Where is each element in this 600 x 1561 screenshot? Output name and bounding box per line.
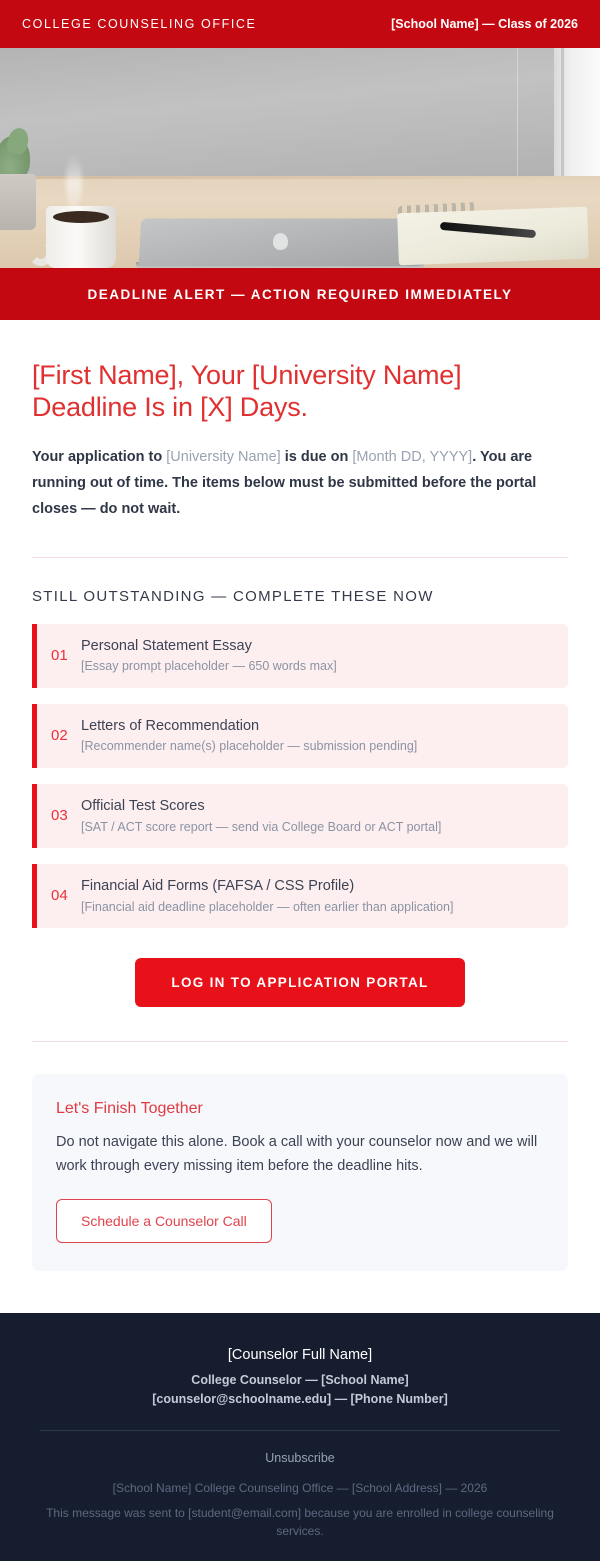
deadline-alert-text: DEADLINE ALERT — ACTION REQUIRED IMMEDIATELY — [87, 286, 513, 302]
footer-address: [School Name] College Counseling Office — [School Address] — 2026 — [112, 1481, 488, 1496]
university-placeholder: [University Name] — [166, 449, 281, 466]
list-item[interactable] — [32, 784, 568, 848]
list-item[interactable] — [32, 624, 568, 688]
item-number: 01 — [51, 647, 68, 665]
item-title: Letters of Recommendation — [81, 717, 260, 734]
footer-disclaimer: This message was sent to [student@email.com] because you are enrolled in college counseling services. — [46, 1505, 554, 1539]
counselor-name: [Counselor Full Name] — [227, 1346, 373, 1363]
item-number: 03 — [51, 807, 68, 825]
divider-top — [32, 557, 568, 558]
wall-background — [0, 48, 600, 184]
notepad-icon — [397, 207, 589, 266]
cta-container — [32, 958, 568, 1007]
login-portal-button[interactable]: LOG IN TO APPLICATION PORTAL — [135, 958, 464, 1007]
item-body — [81, 637, 552, 675]
item-subtitle: [Financial aid deadline placeholder — often earlier than application] — [81, 899, 454, 914]
card-title: Let's Finish Together — [56, 1099, 203, 1117]
coffee-mug-icon — [46, 206, 116, 268]
item-subtitle: [Recommender name(s) placeholder — submission pending] — [81, 739, 418, 754]
item-body — [81, 877, 552, 915]
item-number: 02 — [51, 727, 68, 745]
counselor-contact: [counselor@schoolname.edu] — [Phone Number] — [152, 1391, 448, 1406]
steam-icon — [66, 154, 82, 210]
bottom-spacer — [0, 1271, 600, 1313]
item-title: Official Test Scores — [81, 797, 205, 814]
intro-part-1: Your application to — [32, 449, 167, 466]
top-bar — [0, 0, 600, 48]
intro-part-3: . You are running out of time. The items below must be submitted before the portal closes — do not wait. — [32, 449, 537, 517]
list-item[interactable] — [32, 704, 568, 768]
item-body — [81, 797, 552, 835]
school-class-label: [School Name] — Class of 2026 — [391, 17, 578, 31]
footer-divider — [40, 1430, 560, 1431]
page-title: [First Name], Your [University Name] Deadline Is in [X] Days. — [32, 360, 462, 422]
date-placeholder: [Month DD, YYYY] — [352, 449, 473, 466]
item-title: Financial Aid Forms (FAFSA / CSS Profile) — [81, 877, 355, 894]
divider-bottom — [32, 1041, 568, 1042]
item-title: Personal Statement Essay — [81, 637, 252, 654]
plant-pot-icon — [0, 174, 36, 230]
item-number: 04 — [51, 887, 68, 905]
hero-desk-photo — [0, 48, 600, 268]
unsubscribe-link[interactable]: Unsubscribe — [265, 1451, 335, 1466]
section-heading: STILL OUTSTANDING — COMPLETE THESE NOW — [32, 587, 434, 605]
card-text: Do not navigate this alone. Book a call with your counselor now and we will work through every missing item before the deadline hits. — [56, 1133, 538, 1174]
list-item[interactable] — [32, 864, 568, 928]
footer — [0, 1313, 600, 1561]
laptop-icon — [139, 218, 421, 266]
item-body — [81, 717, 552, 755]
counselor-role: College Counselor — [School Name] — [191, 1372, 409, 1387]
outstanding-checklist — [32, 624, 568, 928]
brand-label: COLLEGE COUNSELING OFFICE — [22, 17, 257, 31]
item-subtitle: [SAT / ACT score report — send via College Board or ACT portal] — [81, 819, 442, 834]
counselor-card — [32, 1074, 568, 1271]
item-subtitle: [Essay prompt placeholder — 650 words max] — [81, 659, 337, 674]
intro-part-2: is due on — [280, 449, 353, 466]
schedule-call-button[interactable]: Schedule a Counselor Call — [56, 1199, 272, 1243]
deadline-alert-banner — [0, 268, 600, 320]
main-content — [0, 320, 600, 1271]
intro-paragraph — [32, 445, 568, 522]
